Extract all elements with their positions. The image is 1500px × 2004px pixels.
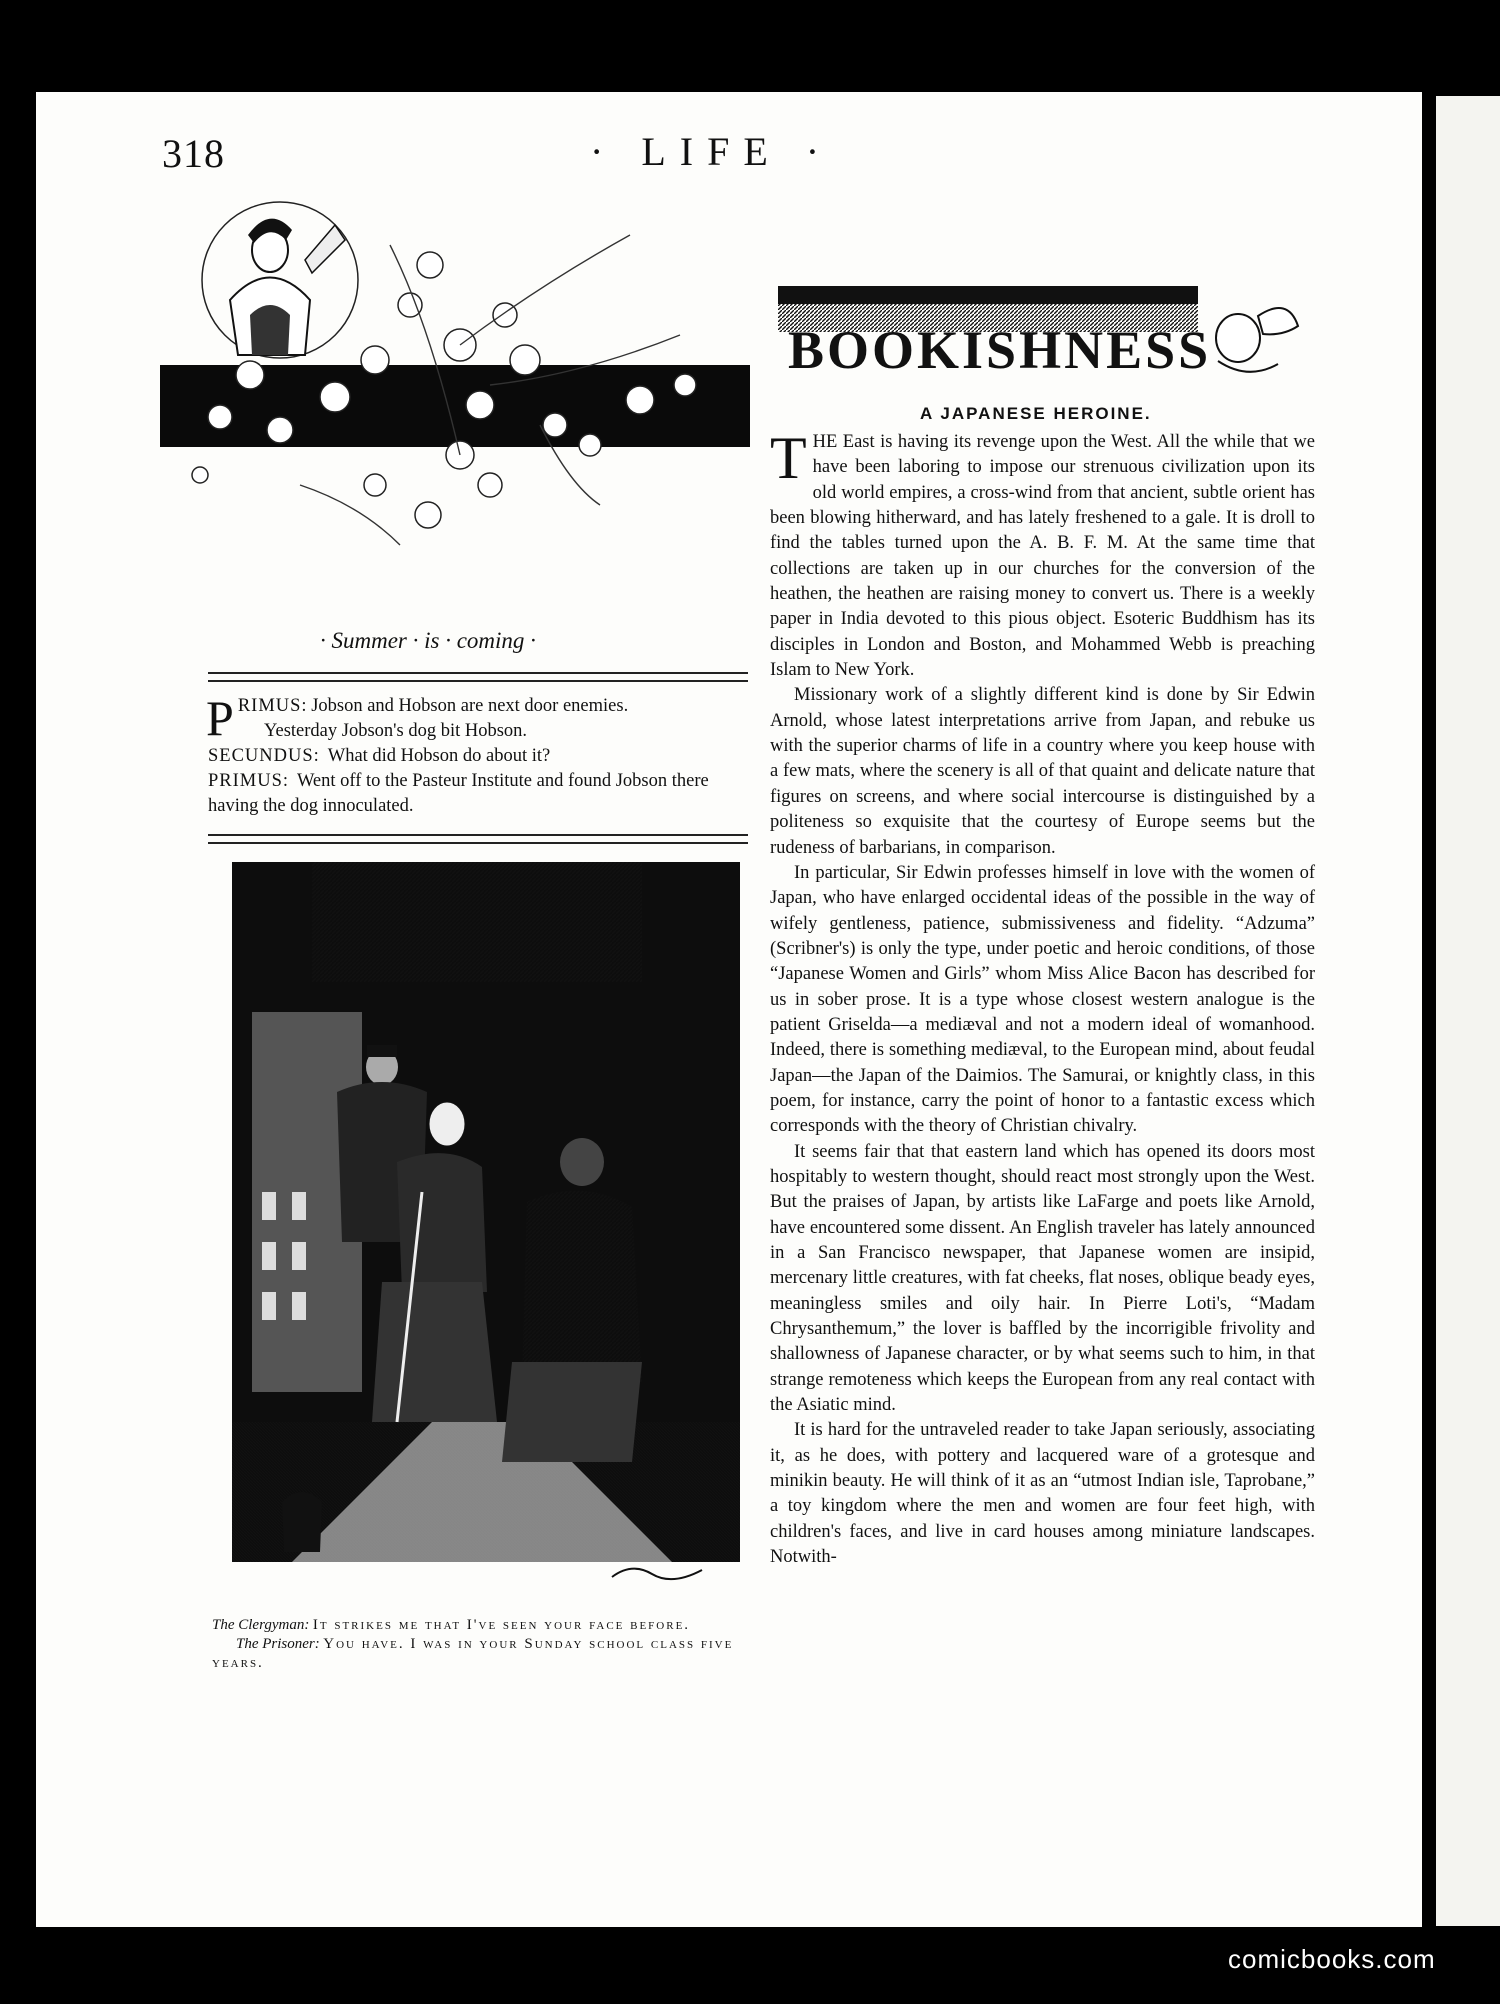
- article-paragraph: Missionary work of a slightly different kind is done by Sir Edwin Arnold, whose latest interpretations arrive from Japan, and rebuke us with the superior charms of life in a country where you keep house with a few mats, where the scenery is all of that quaint and delicate nature that figures on screens, and where social intercourse is distinguished by a politeness so exquisite that the courtesy of Europe seems but the rudeness of barbarians, in comparison.: [770, 685, 1315, 858]
- caption-text: You have. I was in your Sunday school class five years.: [212, 1636, 734, 1671]
- drop-cap: P: [206, 690, 234, 746]
- caption-text: It strikes me that I've seen your face before.: [312, 1617, 691, 1633]
- article-paragraph: It seems fair that that eastern land which has opened its doors most hospitably to western thought, should react most strongly upon the West. But the praises of Japan, by artists like LaFarge and poets like Arnold, have encountered some dissent. An English traveler has lately announced in a San Francisco newspaper, that Japanese women are insipid, mercenary little creatures, with fat cheeks, flat noses, oblique beady eyes, meaningless smiles and oily hair. In Pierre Loti's, “Madam Chrysanthemum,” the lover is baffled by the incorrigible frivolity and shallowness of Japanese character, or by what seems such to him, in that strange remoteness which keeps the European from any real contact with the Asiatic mind.: [770, 1141, 1315, 1416]
- article-paragraph: It is hard for the untraveled reader to take Japan seriously, associating it, as he does, with pottery and lacquered ware of a grotesque and minikin beauty. He will think of it as an “utmost Indian isle, Taprobane,” a toy kingdom where the men and women are four feet high, with children's faces, and live in card houses among miniature landscapes. Notwith-: [770, 1420, 1315, 1568]
- divider-rule: [208, 834, 748, 844]
- prison-cartoon: [232, 862, 740, 1612]
- page-number: 318: [162, 131, 225, 176]
- caption-line: [212, 1635, 752, 1673]
- joke-text: What did Hobson do about it?: [327, 746, 551, 766]
- joke-line: SECUNDUS: What did Hobson do about it?: [208, 746, 551, 766]
- joke-primus-secundus: [206, 690, 746, 819]
- watermark: comicbooks.com: [1228, 1944, 1436, 1974]
- bookishness-banner: [778, 286, 1308, 394]
- drop-cap: T: [770, 425, 807, 491]
- joke-text: Yesterday Jobson's dog bit Hobson.: [264, 721, 528, 741]
- summer-caption: · Summer · is · coming ·: [320, 628, 536, 653]
- joke-text: Jobson and Hobson are next door enemies.: [311, 696, 629, 716]
- speaker: RIMUS: [237, 696, 302, 716]
- joke-line: [208, 719, 746, 744]
- article-paragraph: [770, 425, 1315, 683]
- caption-speaker: The Clergyman:: [212, 1617, 310, 1633]
- next-page-edge: [1436, 96, 1500, 1926]
- cartoon-caption: [212, 1616, 752, 1673]
- lady-figure: [230, 219, 345, 355]
- top-hat: [282, 1492, 322, 1552]
- article-body: [770, 425, 1315, 1570]
- caption-line: [212, 1616, 752, 1635]
- speaker: PRIMUS: [208, 771, 283, 791]
- joke-line: PRIMUS: Went off to the Pasteur Institute and found Jobson there having the dog innoculated.: [208, 771, 709, 816]
- cherub-icon: [1216, 308, 1298, 372]
- joke-line: PRIMUS: Jobson and Hobson are next door enemies.: [206, 690, 629, 746]
- masthead: · LIFE ·: [590, 129, 834, 174]
- article-headline: A JAPANESE HEROINE.: [920, 404, 1152, 423]
- speaker: SECUNDUS: [208, 746, 314, 766]
- banner-title: BOOKISHNESS: [788, 320, 1212, 380]
- caption-speaker: The Prisoner:: [236, 1636, 320, 1652]
- article-paragraph: In particular, Sir Edwin professes himself in love with the women of Japan, who have enlarged occidental ideas of the possible in the way of wifely gentleness, patience, submissiveness and fidelity. “Adzuma” (Scribner's) is only the type, under poetic and heroic conditions, of those “Japanese Women and Girls” whom Miss Alice Bacon has described for us in sober prose. It is a type whose closest western analogue is the patient Griselda—a mediæval and not a modern ideal of womanhood. Indeed, there is something mediæval, to the European mind, about feudal Japan—the Japan of the Daimios. The Samurai, or knightly class, in this poem, for instance, carry the point of honor to a fantastic excess which corresponds with the theory of Christian chivalry.: [770, 862, 1315, 1137]
- joke-text: Went off to the Pasteur Institute and found Jobson there having the dog innoculated.: [208, 771, 709, 816]
- paragraph-text: HE East is having its revenge upon the West. All the while that we have been laboring to impose our strenuous civilization upon its old world empires, a cross-wind from that ancient, subtle orient has been blowing hitherward, and has lately freshened to a gale. It is droll to find the tables turned upon the A. B. F. M. At the same time that collections are taken up in our churches for the conversion of the heathen, the heathen are raising money to convert us. There is a weekly paper in India devoted to this pious object. Esoteric Buddhism has its disciples in London and Boston, and Mohammed Webb is preaching Islam to New York.: [770, 432, 1315, 681]
- page-gutter: [1422, 92, 1436, 1927]
- summer-illustration: [160, 185, 760, 625]
- divider-rule: [208, 672, 748, 682]
